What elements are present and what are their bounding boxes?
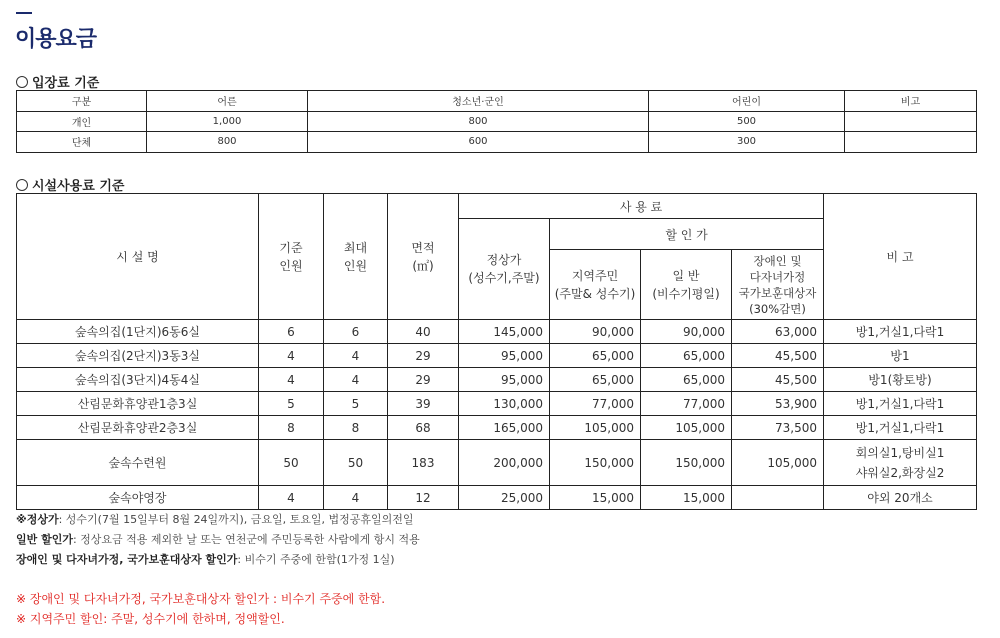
- cell: 15,000: [641, 486, 732, 510]
- cell: 65,000: [550, 344, 641, 368]
- cell: 105,000: [550, 416, 641, 440]
- cell: [845, 132, 977, 153]
- cell: 5: [259, 392, 324, 416]
- cell: 15,000: [550, 486, 641, 510]
- note-text: : 정상요금 적용 제외한 날 또는 연천군에 주민등록한 사람에게 항시 적용: [72, 533, 420, 546]
- cell: 4: [259, 368, 324, 392]
- note-item: [16, 510, 420, 530]
- cell: 90,000: [550, 320, 641, 344]
- cell: 600: [308, 132, 649, 153]
- cell: 145,000: [459, 320, 550, 344]
- cell: 90,000: [641, 320, 732, 344]
- cell: 65,000: [550, 368, 641, 392]
- cell: 40: [388, 320, 459, 344]
- cell: 6: [259, 320, 324, 344]
- cell: 63,000: [732, 320, 824, 344]
- cell: 단체: [17, 132, 147, 153]
- cell: 12: [388, 486, 459, 510]
- cell: 800: [308, 111, 649, 132]
- header-cell: 청소년·군인: [308, 91, 649, 112]
- cell: 105,000: [732, 440, 824, 486]
- header-cell: 구분: [17, 91, 147, 112]
- facility-rows: [17, 320, 977, 510]
- table-row: [17, 344, 977, 368]
- cell: 105,000: [641, 416, 732, 440]
- header-facility: 시 설 명: [17, 194, 259, 320]
- cell: 방1,거실1,다락1: [824, 320, 977, 344]
- cell: 53,900: [732, 392, 824, 416]
- cell: 방1,거실1,다락1: [824, 392, 977, 416]
- table-row: [17, 392, 977, 416]
- header-general: 일 반 (비수기평일): [641, 250, 732, 320]
- cell: 800: [147, 132, 308, 153]
- cell: 45,500: [732, 368, 824, 392]
- note-item: [16, 530, 420, 550]
- table-row: [17, 368, 977, 392]
- cell: 야외 20개소: [824, 486, 977, 510]
- table-row: [17, 111, 977, 132]
- table-row: [17, 440, 977, 486]
- header-max-capacity: 최대 인원: [324, 194, 388, 320]
- cell: 8: [324, 416, 388, 440]
- cell: 200,000: [459, 440, 550, 486]
- cell: 6: [324, 320, 388, 344]
- cell: 29: [388, 368, 459, 392]
- circle-bullet-icon: [16, 76, 28, 88]
- cell: 8: [259, 416, 324, 440]
- cell: 산림문화휴양관2층3실: [17, 416, 259, 440]
- cell: 300: [649, 132, 845, 153]
- header-cell: 어린이: [649, 91, 845, 112]
- cell: 73,500: [732, 416, 824, 440]
- table-row: [17, 132, 977, 153]
- cell: 130,000: [459, 392, 550, 416]
- cell: 4: [324, 486, 388, 510]
- cell: 4: [324, 344, 388, 368]
- cell: 회의실1,탕비실1 샤워실2,화장실2: [824, 440, 977, 486]
- section-heading-label: 시설사용료 기준: [32, 179, 125, 194]
- cell: 숲속수련원: [17, 440, 259, 486]
- header-area: 면적 (㎡): [388, 194, 459, 320]
- cell: 65,000: [641, 368, 732, 392]
- cell: 숲속의집(2단지)3동3실: [17, 344, 259, 368]
- cell: 숲속의집(1단지)6동6실: [17, 320, 259, 344]
- table-header-row: [17, 194, 977, 219]
- cell: 1,000: [147, 111, 308, 132]
- header-regular-price: 정상가 (성수기,주말): [459, 219, 550, 320]
- header-cell: 비고: [845, 91, 977, 112]
- cell: 65,000: [641, 344, 732, 368]
- cell: 165,000: [459, 416, 550, 440]
- cell: [845, 111, 977, 132]
- cell: 4: [259, 486, 324, 510]
- cell: 개인: [17, 111, 147, 132]
- admission-fee-table: [16, 90, 977, 153]
- table-row: [17, 486, 977, 510]
- red-note: ※ 지역주민 할인: 주말, 성수기에 한하며, 정액할인.: [16, 612, 285, 626]
- facility-fee-table: [16, 193, 977, 510]
- header-usage-fee: 사 용 료: [459, 194, 824, 219]
- cell: 150,000: [641, 440, 732, 486]
- cell: 방1(황토방): [824, 368, 977, 392]
- cell: 방1: [824, 344, 977, 368]
- cell: 95,000: [459, 344, 550, 368]
- header-cell: 어른: [147, 91, 308, 112]
- page-title: 이용요금: [15, 27, 97, 52]
- cell: 숲속의집(3단지)4동4실: [17, 368, 259, 392]
- cell: 150,000: [550, 440, 641, 486]
- table-header-row: [17, 91, 977, 112]
- cell: 183: [388, 440, 459, 486]
- table-row: [17, 416, 977, 440]
- note-text: : 성수기(7월 15일부터 8월 24일까지), 금요일, 토요일, 법정공휴일의전일: [58, 513, 414, 526]
- cell: 50: [324, 440, 388, 486]
- note-item: [16, 550, 420, 570]
- cell: 25,000: [459, 486, 550, 510]
- cell: 4: [324, 368, 388, 392]
- header-base-capacity: 기준 인원: [259, 194, 324, 320]
- cell: 500: [649, 111, 845, 132]
- table-row: [17, 320, 977, 344]
- red-note: ※ 장애인 및 다자녀가정, 국가보훈대상자 할인가 : 비수기 주중에 한함.: [16, 592, 386, 606]
- section-heading-label: 입장료 기준: [32, 76, 100, 91]
- cell: [732, 486, 824, 510]
- section-heading-facility: [16, 175, 124, 194]
- title-accent-bar: [16, 12, 32, 14]
- section-heading-admission: [16, 72, 99, 91]
- cell: 39: [388, 392, 459, 416]
- cell: 50: [259, 440, 324, 486]
- note-label: ※정상가: [16, 513, 59, 526]
- note-label: 일반 할인가: [16, 533, 73, 546]
- cell: 45,500: [732, 344, 824, 368]
- cell: 5: [324, 392, 388, 416]
- cell: 29: [388, 344, 459, 368]
- cell: 산림문화휴양관1층3실: [17, 392, 259, 416]
- circle-bullet-icon: [16, 179, 28, 191]
- cell: 숲속야영장: [17, 486, 259, 510]
- note-text: : 비수기 주중에 한함(1가정 1실): [237, 553, 395, 566]
- header-disabled: 장애인 및 다자녀가정 국가보훈대상자 (30%감면): [732, 250, 824, 320]
- header-discount-price: 할 인 가: [550, 219, 824, 250]
- header-local-resident: 지역주민 (주말& 성수기): [550, 250, 641, 320]
- cell: 95,000: [459, 368, 550, 392]
- cell: 방1,거실1,다락1: [824, 416, 977, 440]
- header-remarks: 비 고: [824, 194, 977, 320]
- cell: 77,000: [641, 392, 732, 416]
- note-label: 장애인 및 다자녀가정, 국가보훈대상자 할인가: [16, 553, 238, 566]
- cell: 68: [388, 416, 459, 440]
- cell: 77,000: [550, 392, 641, 416]
- notes: [16, 510, 420, 570]
- cell: 4: [259, 344, 324, 368]
